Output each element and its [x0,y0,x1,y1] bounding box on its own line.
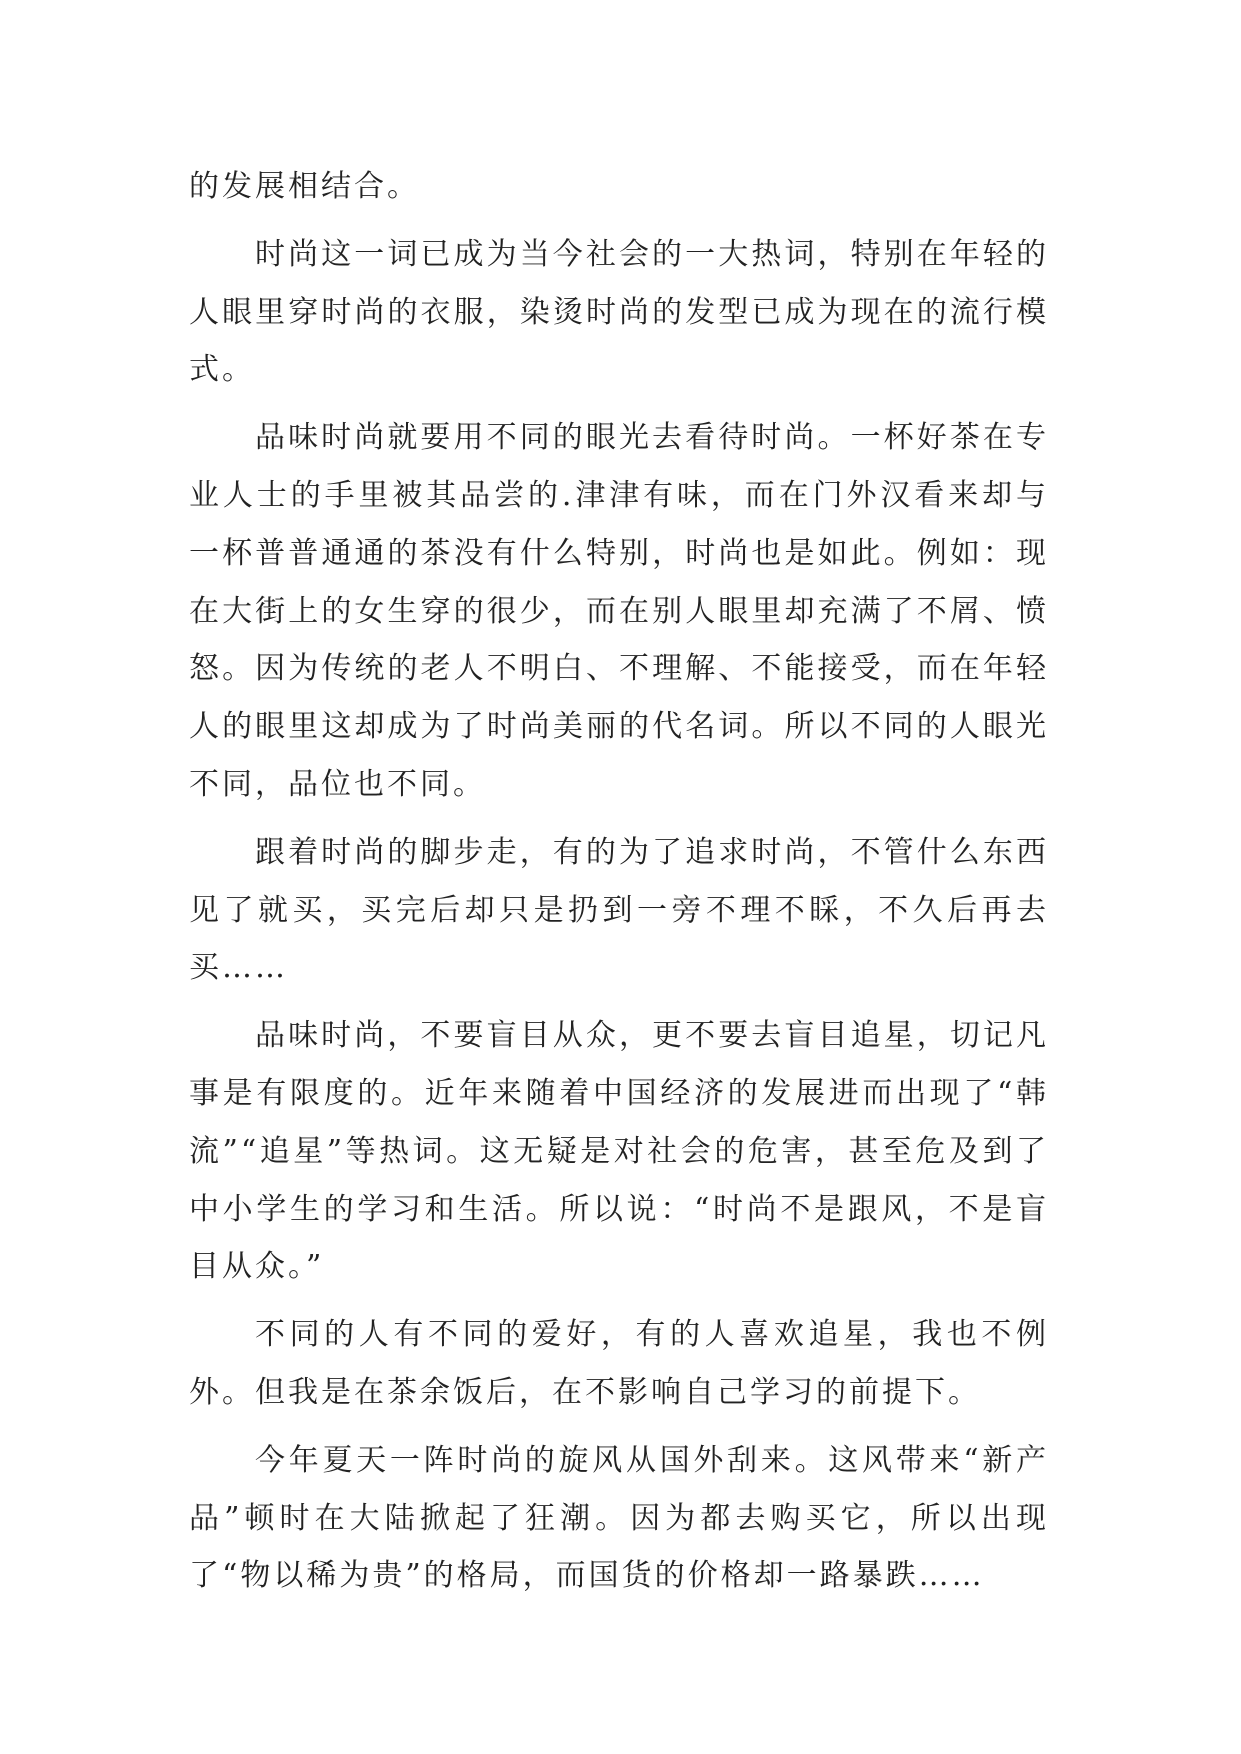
paragraph-3: 品味时尚就要用不同的眼光去看待时尚。一杯好茶在专业人士的手里被其品尝的.津津有味，而在门外汉看来却与一杯普普通通的茶没有什么特别，时尚也是如此。例如：现在大街上的女生穿的很少，而在别人眼里却充满了不屑、愤怒。因为传统的老人不明白、不理解、不能接受，而在年轻人的眼里这却成为了时尚美丽的代名词。所以不同的人眼光不同，品位也不同。 [189,420,1049,802]
paragraph-2: 时尚这一词已成为当今社会的一大热词，特别在年轻的人眼里穿时尚的衣服，染烫时尚的发型已成为现在的流行模式。 [189,236,1049,388]
document-body [189,158,1049,1615]
paragraph-4: 跟着时尚的脚步走，有的为了追求时尚，不管什么东西见了就买，买完后却只是扔到一旁不理不睬，不久后再去买…… [189,834,1049,986]
paragraph-7: 今年夏天一阵时尚的旋风从国外刮来。这风带来“新产品”顿时在大陆掀起了狂潮。因为都去购买它，所以出现了“物以稀为贵”的格局，而国货的价格却一路暴跌…… [189,1442,1049,1594]
paragraph-1: 的发展相结合。 [189,169,420,204]
paragraph-5: 品味时尚，不要盲目从众，更不要去盲目追星，切记凡事是有限度的。近年来随着中国经济的发展进而出现了“韩流”“追星”等热词。这无疑是对社会的危害，甚至危及到了中小学生的学习和生活。所以说：“时尚不是跟风，不是盲目从众。” [189,1018,1049,1285]
paragraph-6: 不同的人有不同的爱好，有的人喜欢追星，我也不例外。但我是在茶余饭后，在不影响自己学习的前提下。 [189,1317,1049,1410]
